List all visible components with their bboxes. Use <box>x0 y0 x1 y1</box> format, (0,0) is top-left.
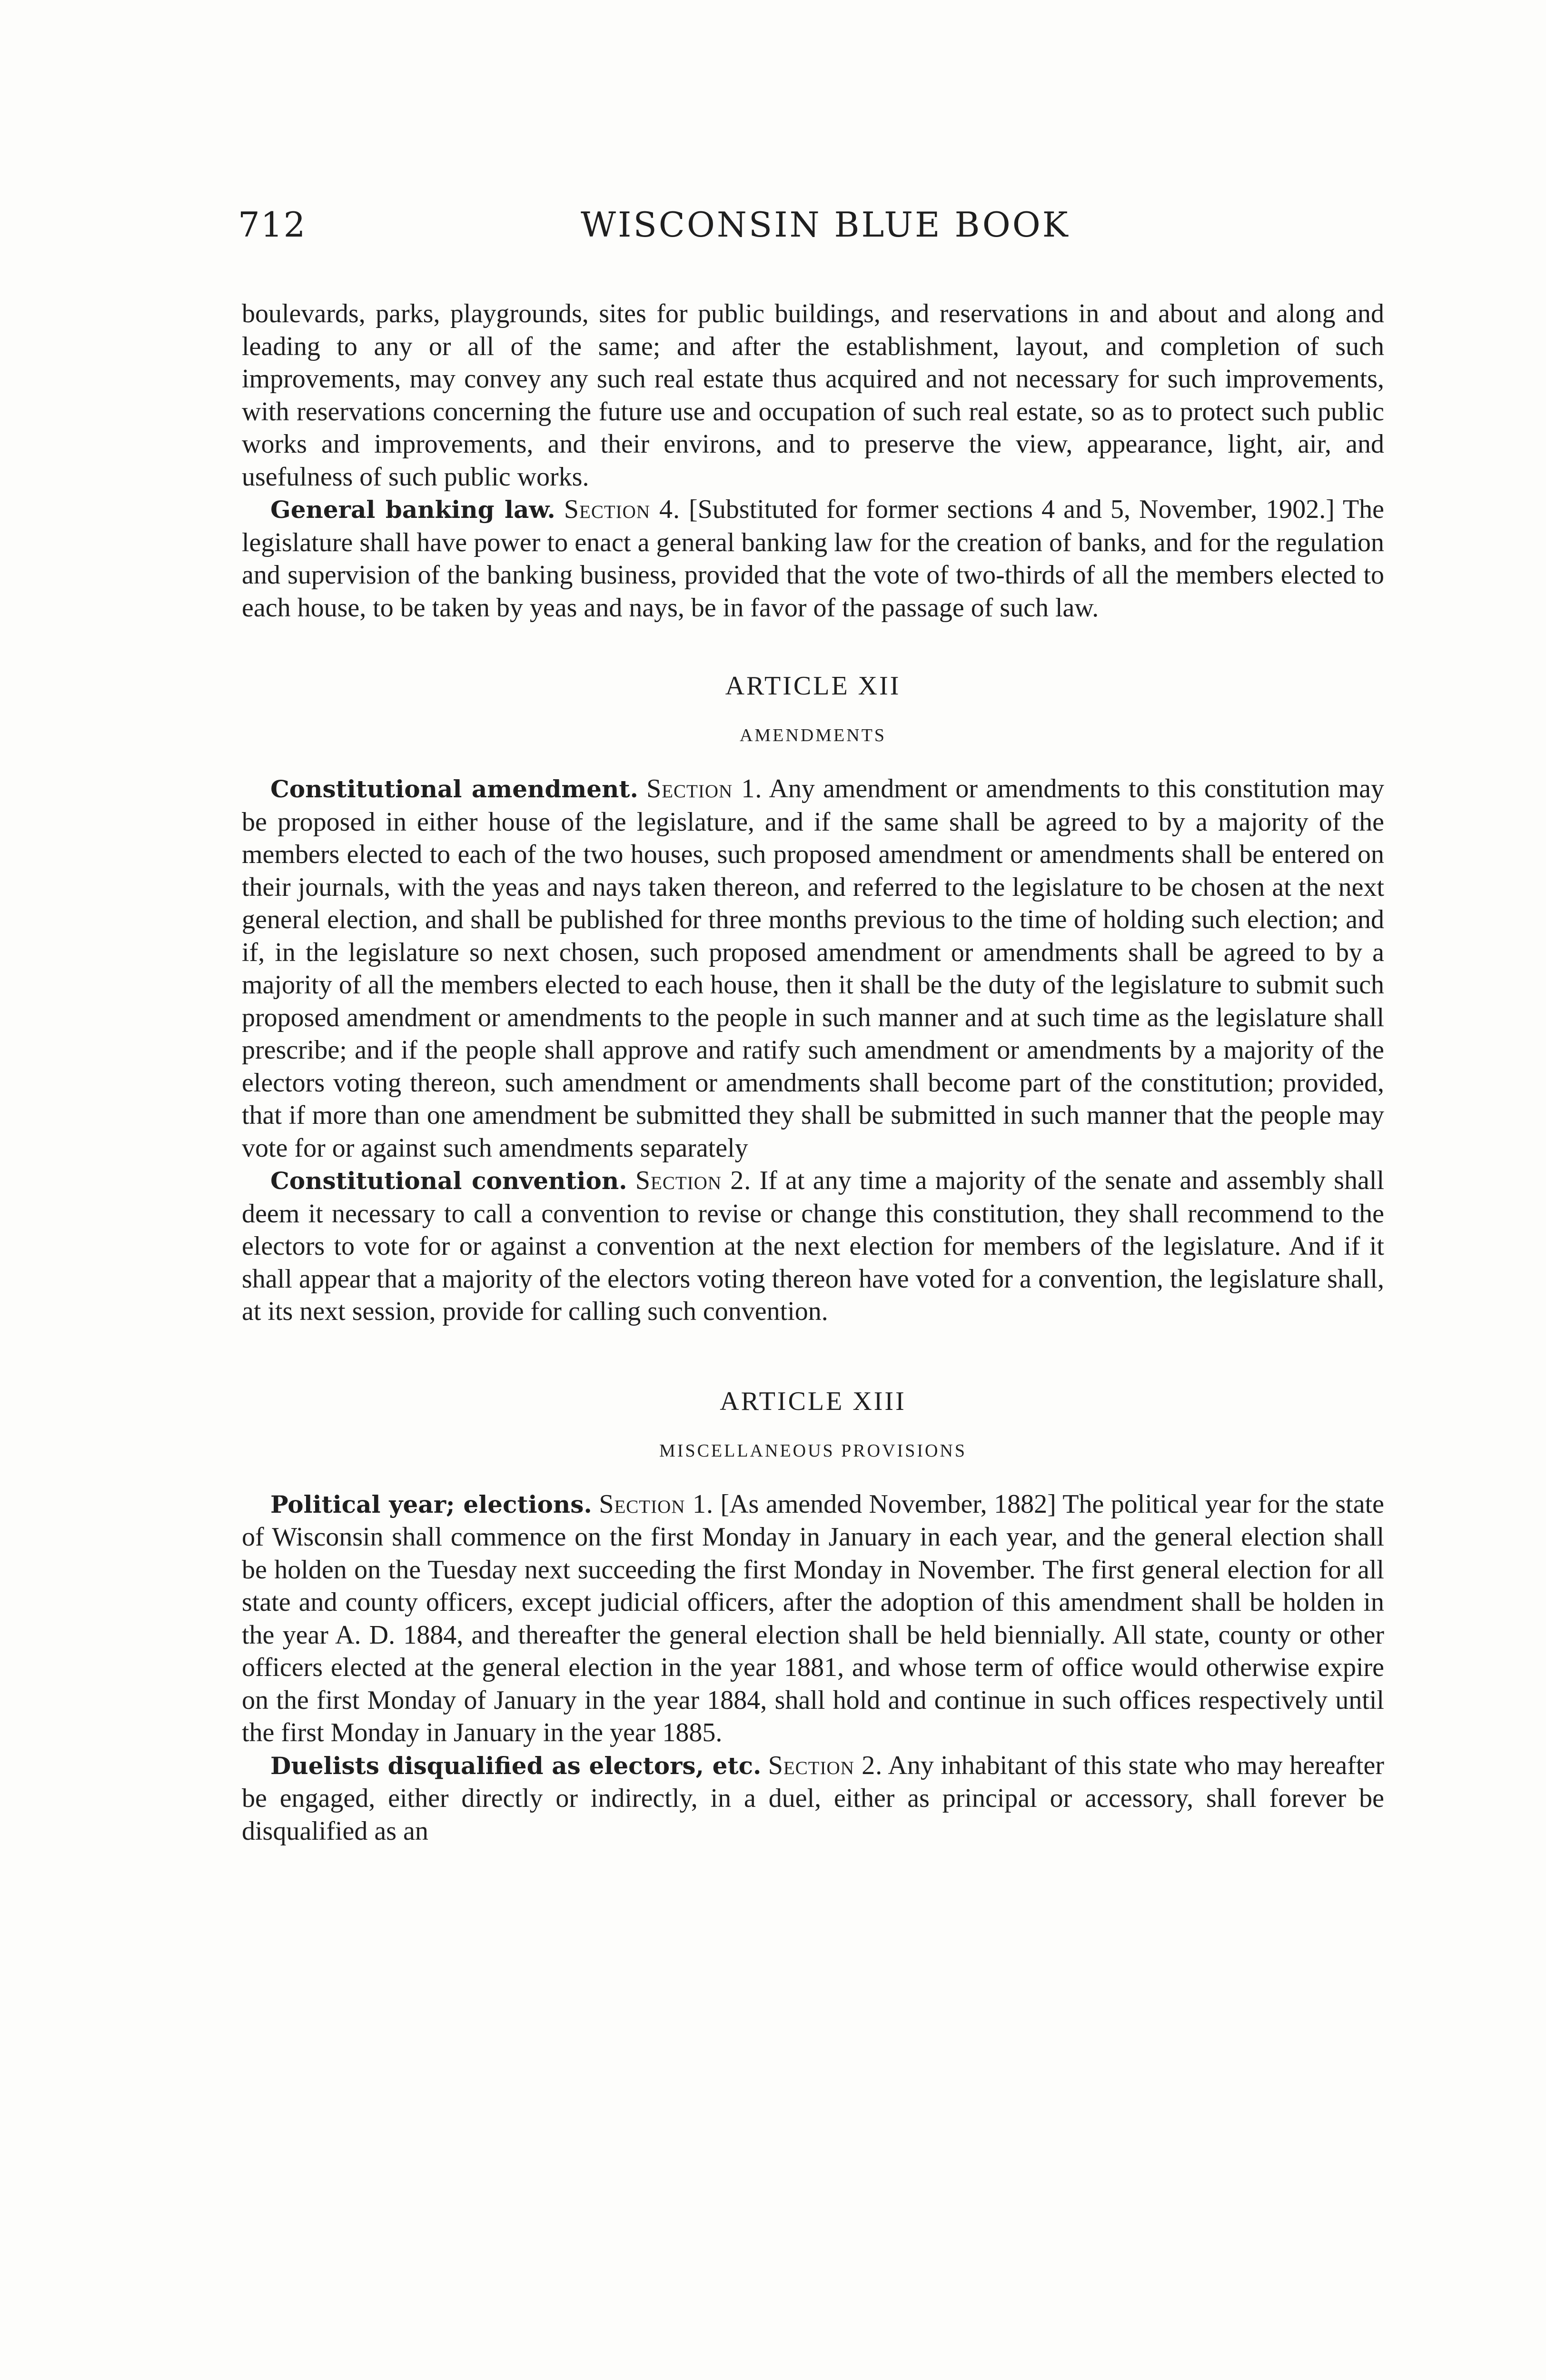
paragraph-text: If at any time a majority of the senate and assembly shall deem it necessary to call a convention to revise or change this constitution, they shall recommend to the electors to vote for or against a convention at the next election for members of the legislature. And if it shall appear that a majority of the electors voting thereon have voted for a convention, the legislature shall, at its next session, provide for calling such convention. <box>242 1166 1385 1326</box>
paragraph-text: Any amendment or amendments to this constitution may be proposed in either house of the legislature, and if the same shall be agreed to by a majority of the members elected to each of the two houses, such proposed amendment or amendments shall be entered on their journals, with the yeas and nays taken thereon, and referred to the legislature to be chosen at the next general election, and shall be published for three months previous to the time of holding such election; and if, in the legislature so next chosen, such proposed amendment or amendments shall be agreed to by a majority of all the members elected to each house, then it shall be the duty of the legislature to submit such proposed amendment or amendments to the people in such manner and at such time as the legislature shall prescribe; and if the people shall approve and ratify such amendment or amendments by a majority of the electors voting thereon, such amendment or amendments shall become part of the constitution; provided, that if more than one amendment be submitted they shall be submitted in such manner that the people may vote for or against such amendments separately <box>242 774 1385 1163</box>
side-heading: General banking law. <box>270 496 555 524</box>
page-number: 712 <box>238 205 307 245</box>
side-heading: Duelists disqualified as electors, etc. <box>270 1751 762 1780</box>
section-label: Section 1. <box>599 1489 714 1519</box>
article-title: ARTICLE XII <box>725 671 901 701</box>
paragraph-text: Any inhabitant of this state who may hereafter be engaged, either directly or indirectly, in a duel, either as principal or accessory, shall forever be disqualified as an <box>242 1750 1384 1846</box>
section-paragraph <box>242 1164 1384 1328</box>
article-subtitle: MISCELLANEOUS PROVISIONS <box>659 1440 967 1461</box>
section-paragraph <box>242 773 1384 1164</box>
section-paragraph <box>242 1488 1384 1749</box>
section-label: Section 4. <box>564 495 681 524</box>
continuation-paragraph: boulevards, parks, playgrounds, sites for public buildings, and reservations in and about and along and leading to any or all of the same; and after the establishment, layout, and completion of such improvements, may convey any such real estate thus acquired and not necessary for such improvements, with reservations concerning the future use and occupation of such real estate, so as to protect such public works and improvements, and their environs, and to preserve the view, appearance, light, air, and usefulness of such public works. <box>242 299 1384 492</box>
section-label: Section 2. <box>768 1750 883 1780</box>
page-body <box>242 298 1384 1847</box>
running-head: WISCONSIN BLUE BOOK <box>581 205 1070 245</box>
banking-paragraph <box>242 493 1384 624</box>
paragraph-text: [As amended November, 1882] The political year for the state of Wisconsin shall commence on the first Monday in January in each year, and the general election shall be holden on the Tuesday next succeeding the first Monday in November. The first general election for all state and county officers, except judicial officers, after the adoption of this amendment shall be holden in the year A. D. 1884, and thereafter the general election shall be held biennially. All state, county or other officers elected at the general election in the year 1881, and whose term of office would otherwise expire on the first Monday of January in the year 1884, shall hold and continue in such offices respectively until the first Monday in January in the year 1885. <box>242 1489 1385 1747</box>
article-subtitle: AMENDMENTS <box>739 725 887 745</box>
side-heading: Political year; elections. <box>270 1490 592 1518</box>
section-paragraph <box>242 1749 1384 1848</box>
section-label: Section 2. <box>635 1166 752 1195</box>
page-header <box>238 205 1390 262</box>
section-label: Section 1. <box>646 774 763 803</box>
paragraph-text: [Substituted for former sections 4 and 5, November, 1902.] The legislature shall have power to enact a general banking law for the creation of banks, and for the regulation and supervision of the banking business, provided that the vote of two-thirds of all the members elected to each house, to be taken by yeas and nays, be in favor of the passage of such law. <box>242 495 1385 623</box>
side-heading: Constitutional amendment. <box>270 775 638 803</box>
side-heading: Constitutional convention. <box>270 1167 627 1195</box>
article-title: ARTICLE XIII <box>720 1386 906 1416</box>
